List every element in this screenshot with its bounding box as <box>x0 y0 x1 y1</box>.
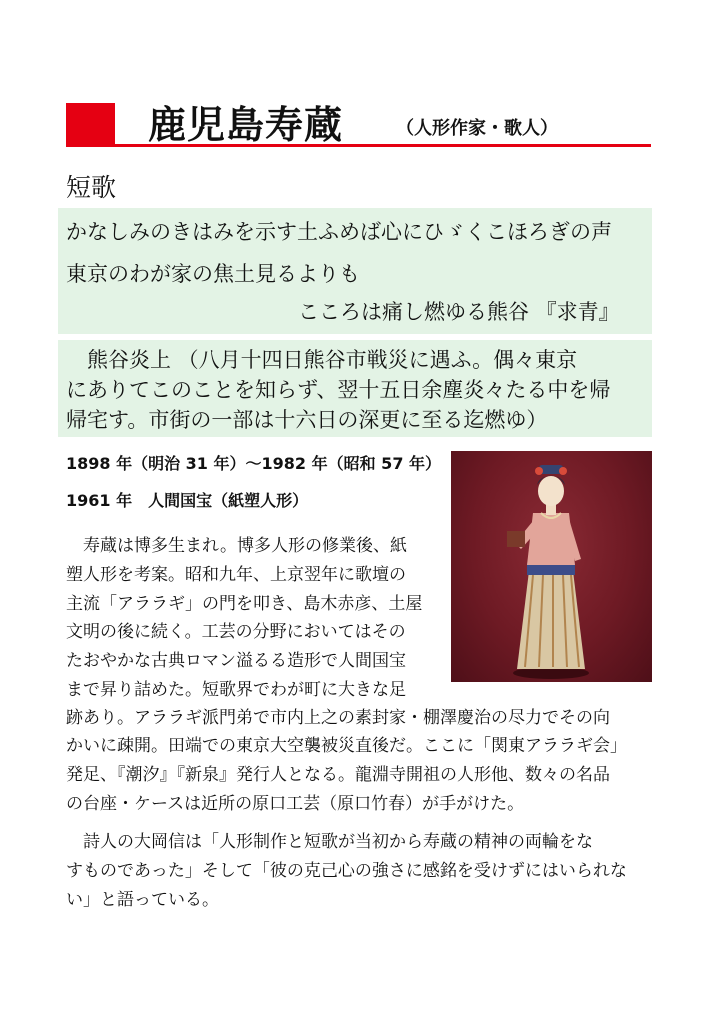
poem-line-2: 東京のわが家の焦土見るよりも <box>66 262 360 286</box>
body-line-12: すものであった」そして「彼の克己心の強さに感銘を受けずにはいられな <box>66 861 627 881</box>
body-line-9: 発足、『潮汐』『新泉』発行人となる。龍淵寺開祖の人形他、数々の名品 <box>66 765 610 785</box>
note-line-1: 熊谷炎上 （八月十四日熊谷市戦災に遇ふ。偶々東京 <box>66 348 578 372</box>
note-line-3: 帰宅す。市街の一部は十六日の深更に至る迄燃ゆ） <box>66 408 548 432</box>
body-line-1: 寿蔵は博多生まれ。博多人形の修業後、紙 <box>66 536 408 556</box>
section-label-tanka: 短歌 <box>66 173 117 202</box>
body-line-4: 文明の後に続く。工芸の分野においてはその <box>66 622 406 642</box>
body-line-8: かいに疎開。田端での東京大空襲被災直後だ。ここに「関東アララギ会」 <box>66 736 627 756</box>
body-line-5: たおやかな古典ロマン溢るる造形で人間国宝 <box>66 651 406 671</box>
poem-line-3: こころは痛し燃ゆる熊谷 『求青』 <box>298 300 620 324</box>
body-line-11: 詩人の大岡信は「人形制作と短歌が当初から寿蔵の精神の両輪をな <box>66 832 593 852</box>
page-subtitle: （人形作家・歌人） <box>396 118 558 139</box>
body-line-6: まで昇り詰めた。短歌界でわが町に大きな足 <box>66 680 406 700</box>
life-dates: 1898 年（明治 31 年）～1982 年（昭和 57 年） <box>66 454 442 473</box>
body-line-13: い」と語っている。 <box>66 890 219 910</box>
doll-photo <box>451 451 652 682</box>
page-title: 鹿児島寿蔵 <box>148 103 344 147</box>
body-line-2: 塑人形を考案。昭和九年、上京翌年に歌壇の <box>66 565 406 585</box>
doll-figure-icon <box>451 451 652 682</box>
title-accent-block <box>66 103 115 146</box>
body-line-10: の台座・ケースは近所の原口工芸（原口竹春）が手がけた。 <box>66 794 525 814</box>
note-line-2: にありてこのことを知らず、翌十五日余塵炎々たる中を帰 <box>66 378 611 402</box>
body-line-7: 跡あり。アララギ派門弟で市内上之の素封家・棚澤慶治の尽力でその向 <box>66 708 610 728</box>
poem-line-1: かなしみのきはみを示す土ふめば心にひゞくこほろぎの声 <box>66 220 612 244</box>
award-line: 1961 年 人間国宝（紙塑人形） <box>66 491 309 510</box>
body-line-3: 主流「アララギ」の門を叩き、島木赤彦、土屋 <box>66 594 423 614</box>
